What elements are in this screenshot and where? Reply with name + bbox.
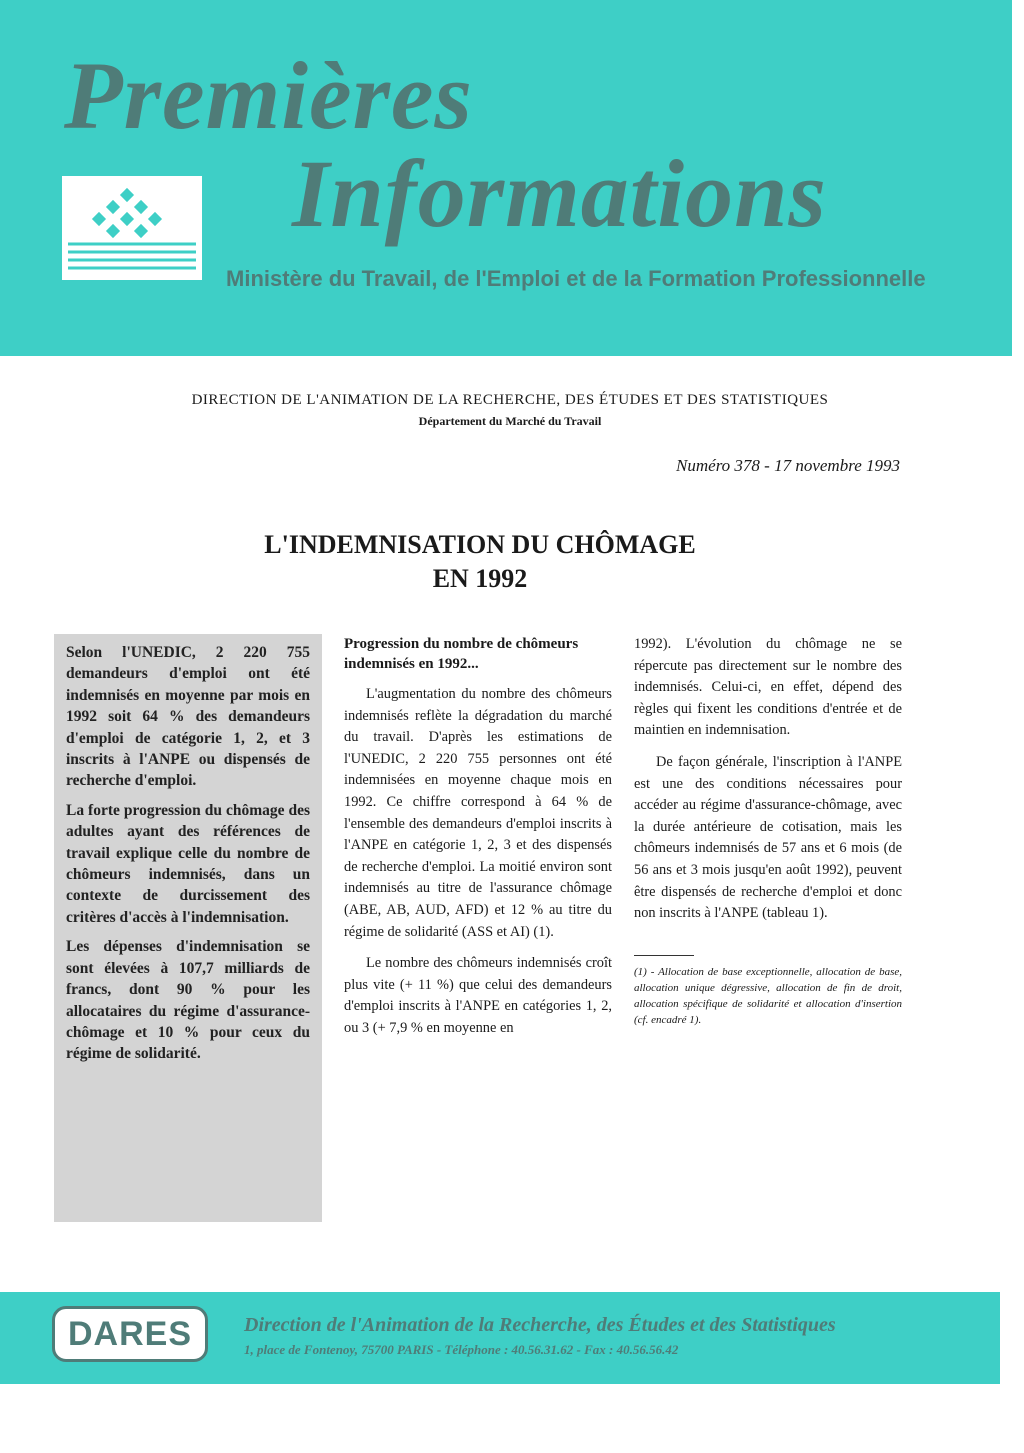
direction-heading: DIRECTION DE L'ANIMATION DE LA RECHERCHE, DES ÉTUDES ET DES STATISTIQUES (191, 392, 829, 408)
section-heading: Progression du nombre de chômeurs indemnisés en 1992... (344, 636, 579, 672)
publication-title-line1: Premières (64, 42, 473, 149)
ministry-name: Ministère du Travail, de l'Emploi et de la Formation Professionnelle (226, 266, 926, 291)
body-paragraph: Le nombre des chômeurs indemnisés croît plus vite (+ 11 %) que celui des demandeurs d'emploi inscrits à l'ANPE en catégories 1, 2, ou 3 (+ 7,9 % en moyenne en (344, 955, 612, 1036)
ministry-logo-icon (62, 176, 202, 280)
article-column-3 (634, 634, 902, 1028)
department-subheading: Département du Marché du Travail (418, 414, 602, 428)
summary-paragraph: Selon l'UNEDIC, 2 220 755 demandeurs d'emploi ont été indemnisés en moyenne par mois en 1992 soit 64 % des demandeurs d'emploi de catégorie 1, 2, et 3 inscrits à l'ANPE ou dispensés de recherche d'emploi. (66, 644, 310, 790)
footnote: (1) - Allocation de base exceptionnelle, allocation de base, allocation unique dégressive, allocation de fin de droit, allocation spécifique de solidarité et allocation d'insertion (cf. encadré 1). (634, 965, 902, 1026)
summary-paragraph: La forte progression du chômage des adultes ayant des références de travail explique celle du nombre de chômeurs indemnisés, dans un contexte de durcissement des critères d'accès à l'indemnisation. (66, 801, 310, 926)
body-paragraph: L'augmentation du nombre des chômeurs indemnisés reflète la dégradation du marché du travail. D'après les estimations de l'UNEDIC, 2 220 755 personnes ont été indemnisées en moyenne chaque mois en 1992. Ce chiffre correspond à 64 % de l'ensemble des demandeurs d'emploi inscrits à l'ANPE en catégorie 1, 2, 3 et des dispensés de recherche d'emploi. La moitié environ sont indemnisés au titre de l'assurance chômage (ABE, AB, AUD, AFD) et 12 % au titre du régime de solidarité (ASS et AI) (1). (344, 686, 612, 940)
summary-box (54, 634, 322, 1222)
article-title-line1: L'INDEMNISATION DU CHÔMAGE (264, 530, 696, 559)
summary-paragraph: Les dépenses d'indemnisation se sont élevées à 107,7 milliards de francs, dont 90 % pour les allocataires du régime d'assurance-chômage et 10 % pour ceux du régime de solidarité. (66, 938, 310, 1063)
body-paragraph: 1992). L'évolution du chômage ne se répercute pas directement sur le nombre des indemnisés. Celui-ci, en effet, dépend des règles qui fixent les conditions d'entrée et de maintien en indemnisation. (634, 636, 902, 739)
issue-number: Numéro 378 - 17 novembre 1993 (676, 456, 900, 475)
article-title (100, 528, 860, 596)
ministry-logo (62, 176, 202, 280)
article-column-2 (344, 634, 612, 1050)
publication-title-line2: Informations (292, 140, 827, 247)
article-title-line2: EN 1992 (432, 564, 528, 593)
footnote-divider (634, 955, 694, 956)
footer-address: 1, place de Fontenoy, 75700 PARIS - Téléphone : 40.56.31.62 - Fax : 40.56.56.42 (244, 1342, 679, 1357)
body-paragraph: De façon générale, l'inscription à l'ANPE est une des conditions nécessaires pour accéder au régime d'assurance-chômage, avec la durée antérieure de cotisation, mais les chômeurs indemnisés de 57 ans et 6 mois (de 56 ans et 3 mois jusqu'en août 1992), peuvent être dispensés de recherche d'emploi et donc non inscrits à l'ANPE (tableau 1). (634, 753, 902, 922)
footer-organization-name: Direction de l'Animation de la Recherche, des Études et des Statistiques (244, 1314, 836, 1336)
dares-logo: DARES (52, 1306, 208, 1362)
